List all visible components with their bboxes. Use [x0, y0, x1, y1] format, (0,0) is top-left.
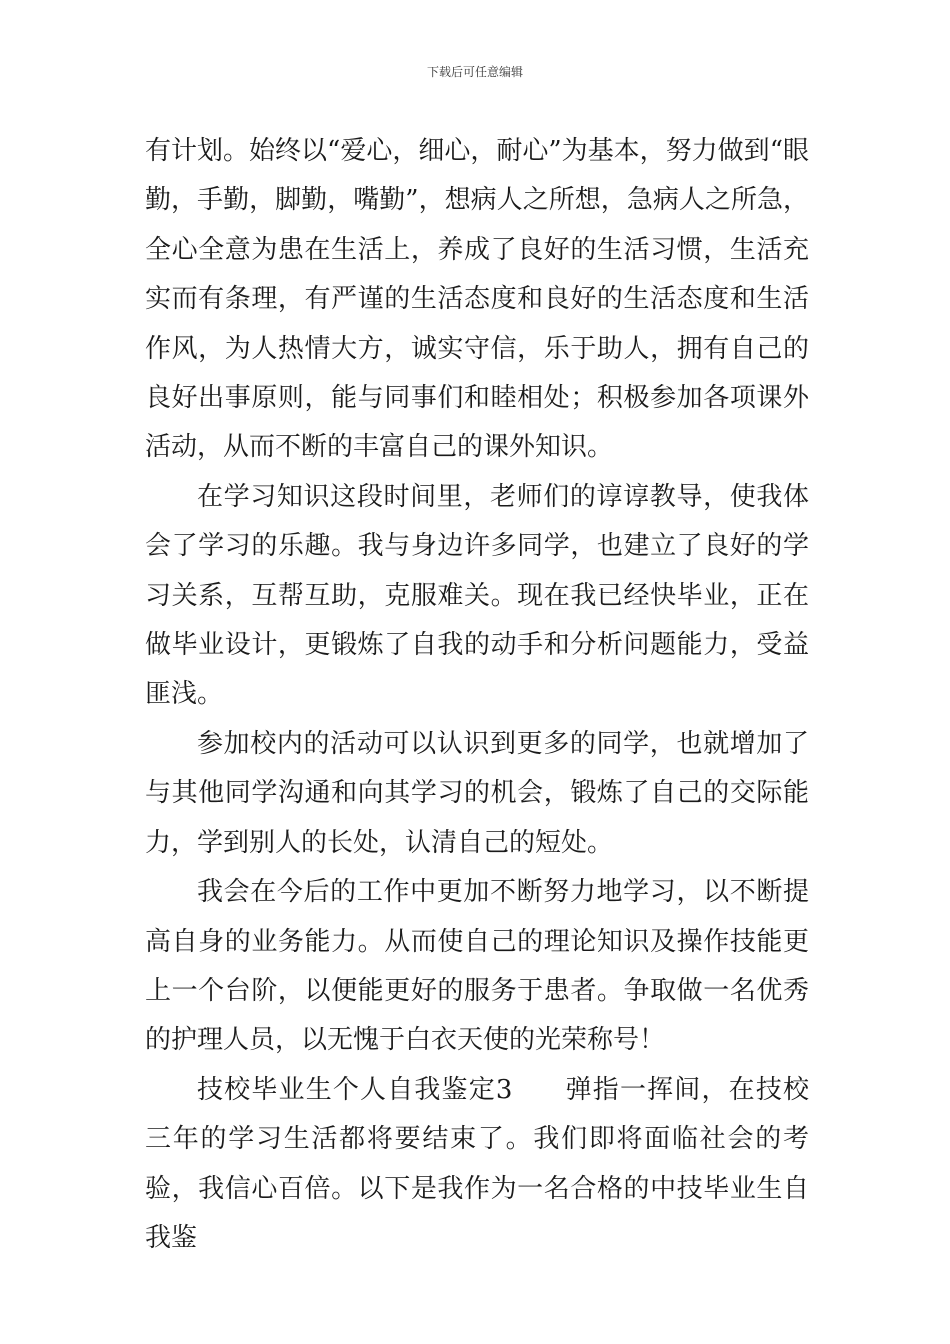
- document-body: [145, 127, 809, 1263]
- paragraph-2: 在学习知识这段时间里，老师们的谆谆教导，使我体会了学习的乐趣。我与身边许多同学，也建立了良好的学习关系，互帮互助，克服难关。现在我已经快毕业，正在做毕业设计，更锻炼了自我的动手和分析问题能力，受益匪浅。: [145, 481, 809, 710]
- paragraph-1: 有计划。始终以“爱心，细心，耐心”为基本，努力做到“眼勤，手勤，脚勤，嘴勤”，想病人之所想，急病人之所急，全心全意为患在生活上，养成了良好的生活习惯，生活充实而有条理，有严谨的生活态度和良好的生活态度和生活作风，为人热情大方，诚实守信，乐于助人，拥有自己的良好出事原则，能与同事们和睦相处；积极参加各项课外活动，从而不断的丰富自己的课外知识。: [145, 136, 809, 463]
- page-header: 下载后可任意编辑: [426, 65, 523, 79]
- paragraph-3: 参加校内的活动可以认识到更多的同学，也就增加了与其他同学沟通和向其学习的机会，锻炼了自己的交际能力，学到别人的长处，认清自己的短处。: [145, 728, 809, 858]
- paragraph-4: 我会在今后的工作中更加不断努力地学习，以不断提高自身的业务能力。从而使自己的理论知识及操作技能更上一个台阶，以便能更好的服务于患者。争取做一名优秀的护理人员，以无愧于白衣天使的光荣称号！: [145, 877, 809, 1056]
- paragraph-5: [145, 1066, 809, 1264]
- section-text: 弹指一挥间，在技校三年的学习生活都将要结束了。我们即将面临社会的考验，我信心百倍。以下是我作为一名合格的中技毕业生自我鉴: [145, 1074, 809, 1253]
- section-heading: 技校毕业生个人自我鉴定3: [197, 1074, 513, 1105]
